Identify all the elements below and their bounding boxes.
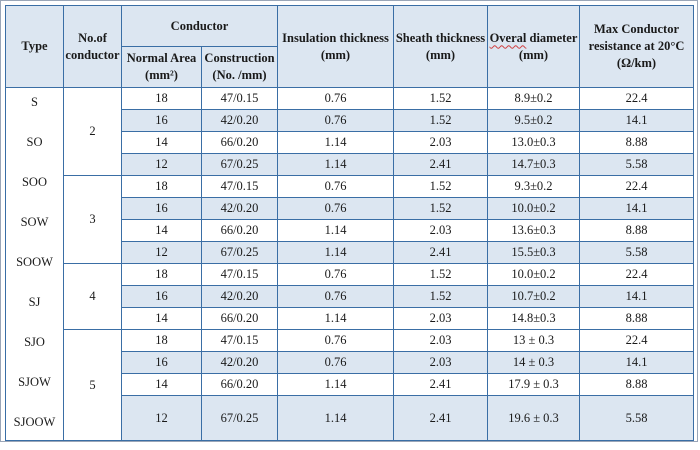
construction-cell: 67/0.25 bbox=[202, 154, 278, 176]
diameter-cell: 13 ± 0.3 bbox=[488, 330, 580, 352]
diameter-cell: 10.7±0.2 bbox=[488, 286, 580, 308]
construction-cell: 47/0.15 bbox=[202, 264, 278, 286]
resistance-cell: 14.1 bbox=[580, 352, 694, 374]
resistance-cell: 14.1 bbox=[580, 198, 694, 220]
normal-area-cell: 14 bbox=[122, 132, 202, 154]
insulation-cell: 0.76 bbox=[278, 88, 394, 110]
sheath-cell: 1.52 bbox=[394, 264, 488, 286]
insulation-cell: 1.14 bbox=[278, 154, 394, 176]
header-type: Type bbox=[6, 6, 64, 88]
resistance-cell: 22.4 bbox=[580, 176, 694, 198]
normal-area-cell: 16 bbox=[122, 198, 202, 220]
diameter-cell: 9.5±0.2 bbox=[488, 110, 580, 132]
sheath-cell: 2.41 bbox=[394, 154, 488, 176]
insulation-cell: 1.14 bbox=[278, 308, 394, 330]
construction-cell: 47/0.15 bbox=[202, 330, 278, 352]
construction-cell: 66/0.20 bbox=[202, 308, 278, 330]
insulation-cell: 0.76 bbox=[278, 110, 394, 132]
construction-cell: 42/0.20 bbox=[202, 198, 278, 220]
sheath-cell: 1.52 bbox=[394, 88, 488, 110]
cable-type-sjoow: SJOOW bbox=[13, 415, 56, 429]
diameter-cell: 15.5±0.3 bbox=[488, 242, 580, 264]
header-overal-unit: (mm) bbox=[518, 47, 549, 62]
cable-type-soo: SOO bbox=[21, 175, 47, 189]
cable-type-so: SO bbox=[26, 135, 43, 149]
normal-area-cell: 16 bbox=[122, 286, 202, 308]
insulation-cell: 0.76 bbox=[278, 176, 394, 198]
diameter-cell: 8.9±0.2 bbox=[488, 88, 580, 110]
header-num-conductor: No.of conductor bbox=[64, 6, 122, 88]
cable-type-sow: SOW bbox=[20, 215, 49, 229]
sheath-cell: 1.52 bbox=[394, 176, 488, 198]
normal-area-cell: 18 bbox=[122, 264, 202, 286]
insulation-cell: 1.14 bbox=[278, 374, 394, 396]
cable-type-sj: SJ bbox=[28, 295, 41, 309]
header-conductor: Conductor bbox=[122, 6, 278, 47]
header-overal-diameter bbox=[488, 6, 580, 88]
sheath-cell: 1.52 bbox=[394, 286, 488, 308]
construction-cell: 47/0.15 bbox=[202, 176, 278, 198]
table-header bbox=[6, 6, 694, 88]
sheath-cell: 1.52 bbox=[394, 110, 488, 132]
construction-cell: 67/0.25 bbox=[202, 242, 278, 264]
conductor-count: 5 bbox=[64, 330, 122, 441]
sheath-cell: 2.03 bbox=[394, 220, 488, 242]
diameter-cell: 19.6 ± 0.3 bbox=[488, 396, 580, 441]
construction-cell: 67/0.25 bbox=[202, 396, 278, 441]
construction-cell: 66/0.20 bbox=[202, 220, 278, 242]
normal-area-cell: 14 bbox=[122, 308, 202, 330]
normal-area-cell: 12 bbox=[122, 396, 202, 441]
cable-spec-table bbox=[5, 5, 694, 441]
resistance-cell: 22.4 bbox=[580, 330, 694, 352]
table-row bbox=[6, 88, 694, 110]
insulation-cell: 0.76 bbox=[278, 352, 394, 374]
insulation-cell: 0.76 bbox=[278, 330, 394, 352]
sheath-cell: 2.41 bbox=[394, 374, 488, 396]
type-list-cell bbox=[6, 88, 64, 441]
normal-area-cell: 16 bbox=[122, 110, 202, 132]
sheath-cell: 2.41 bbox=[394, 242, 488, 264]
table-row bbox=[6, 264, 694, 286]
resistance-cell: 5.58 bbox=[580, 154, 694, 176]
sheath-cell: 1.52 bbox=[394, 198, 488, 220]
header-sheath: Sheath thickness (mm) bbox=[394, 6, 488, 88]
sheath-cell: 2.03 bbox=[394, 352, 488, 374]
diameter-cell: 14.7±0.3 bbox=[488, 154, 580, 176]
construction-cell: 66/0.20 bbox=[202, 374, 278, 396]
insulation-cell: 1.14 bbox=[278, 220, 394, 242]
insulation-cell: 1.14 bbox=[278, 132, 394, 154]
diameter-cell: 13.0±0.3 bbox=[488, 132, 580, 154]
conductor-count: 3 bbox=[64, 176, 122, 264]
diameter-cell: 10.0±0.2 bbox=[488, 264, 580, 286]
sheath-cell: 2.41 bbox=[394, 396, 488, 441]
resistance-cell: 22.4 bbox=[580, 88, 694, 110]
normal-area-cell: 18 bbox=[122, 330, 202, 352]
header-construction: Construction (No. /mm) bbox=[202, 47, 278, 88]
construction-cell: 42/0.20 bbox=[202, 286, 278, 308]
insulation-cell: 0.76 bbox=[278, 264, 394, 286]
resistance-cell: 5.58 bbox=[580, 242, 694, 264]
table-row bbox=[6, 176, 694, 198]
insulation-cell: 1.14 bbox=[278, 396, 394, 441]
cable-type-s: S bbox=[31, 95, 38, 109]
resistance-cell: 8.88 bbox=[580, 374, 694, 396]
header-normal-area: Normal Area (mm²) bbox=[122, 47, 202, 88]
sheath-cell: 2.03 bbox=[394, 330, 488, 352]
sheath-cell: 2.03 bbox=[394, 308, 488, 330]
table-body bbox=[6, 88, 694, 441]
conductor-count: 4 bbox=[64, 264, 122, 330]
diameter-cell: 14.8±0.3 bbox=[488, 308, 580, 330]
normal-area-cell: 18 bbox=[122, 88, 202, 110]
normal-area-cell: 12 bbox=[122, 242, 202, 264]
resistance-cell: 8.88 bbox=[580, 308, 694, 330]
normal-area-cell: 14 bbox=[122, 374, 202, 396]
insulation-cell: 1.14 bbox=[278, 242, 394, 264]
insulation-cell: 0.76 bbox=[278, 198, 394, 220]
type-list bbox=[6, 90, 63, 438]
normal-area-cell: 12 bbox=[122, 154, 202, 176]
diameter-cell: 9.3±0.2 bbox=[488, 176, 580, 198]
sheath-cell: 2.03 bbox=[394, 132, 488, 154]
cable-type-sjo: SJO bbox=[24, 335, 45, 349]
header-overal-label: Overal bbox=[489, 30, 527, 45]
cable-type-sjow: SJOW bbox=[18, 375, 51, 389]
resistance-cell: 8.88 bbox=[580, 132, 694, 154]
construction-cell: 47/0.15 bbox=[202, 88, 278, 110]
header-diameter-label: diameter bbox=[526, 30, 578, 45]
resistance-cell: 14.1 bbox=[580, 286, 694, 308]
resistance-cell: 22.4 bbox=[580, 264, 694, 286]
diameter-cell: 10.0±0.2 bbox=[488, 198, 580, 220]
cable-type-soow: SOOW bbox=[16, 255, 53, 269]
diameter-cell: 17.9 ± 0.3 bbox=[488, 374, 580, 396]
table-row bbox=[6, 330, 694, 352]
resistance-cell: 5.58 bbox=[580, 396, 694, 441]
header-resistance: Max Conductor resistance at 20°C (Ω/km) bbox=[580, 6, 694, 88]
normal-area-cell: 18 bbox=[122, 176, 202, 198]
diameter-cell: 14 ± 0.3 bbox=[488, 352, 580, 374]
resistance-cell: 14.1 bbox=[580, 110, 694, 132]
normal-area-cell: 14 bbox=[122, 220, 202, 242]
insulation-cell: 0.76 bbox=[278, 286, 394, 308]
resistance-cell: 8.88 bbox=[580, 220, 694, 242]
conductor-count: 2 bbox=[64, 88, 122, 176]
construction-cell: 66/0.20 bbox=[202, 132, 278, 154]
header-insulation: Insulation thickness (mm) bbox=[278, 6, 394, 88]
construction-cell: 42/0.20 bbox=[202, 352, 278, 374]
normal-area-cell: 16 bbox=[122, 352, 202, 374]
construction-cell: 42/0.20 bbox=[202, 110, 278, 132]
diameter-cell: 13.6±0.3 bbox=[488, 220, 580, 242]
